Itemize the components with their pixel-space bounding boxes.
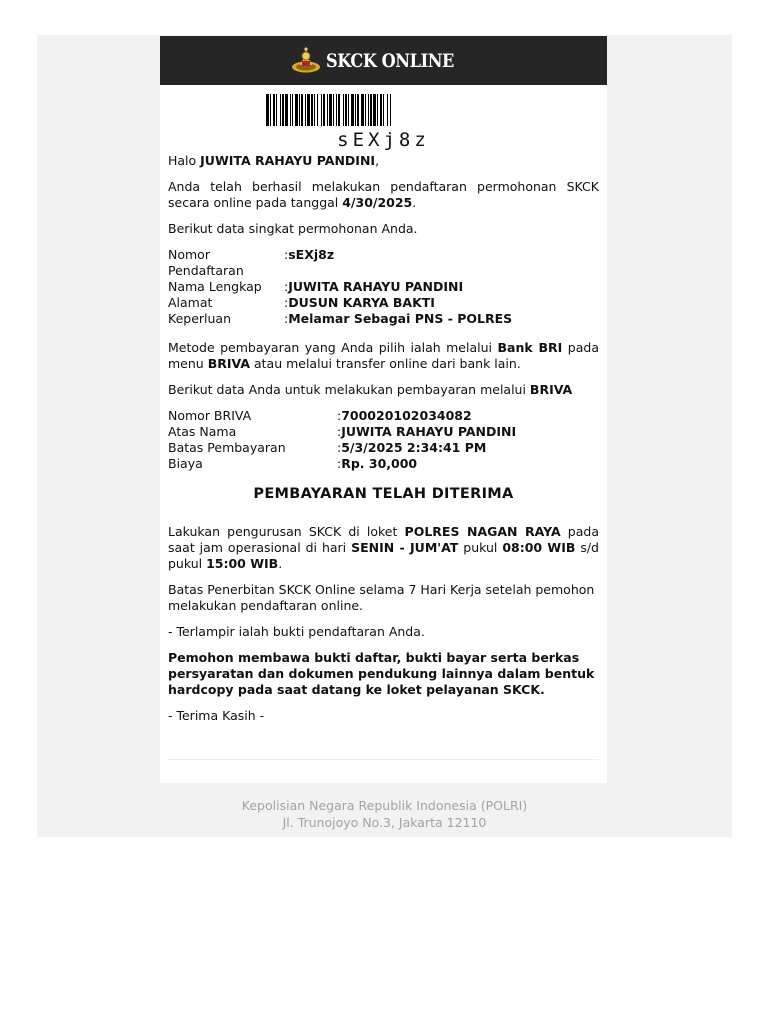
barcode-bar	[292, 94, 293, 126]
barcode-bar	[383, 94, 384, 126]
email-footer	[37, 797, 732, 831]
brand-title: SKCK ONLINE	[326, 49, 455, 72]
payment-row: Atas Nama : JUWITA RAHAYU PANDINI	[168, 424, 517, 439]
payment-details	[168, 408, 599, 472]
barcode-bar	[345, 94, 347, 126]
barcode-bar	[390, 94, 391, 126]
barcode-bar	[276, 94, 277, 126]
payment-method-paragraph: Metode pembayaran yang Anda pilih ialah melalui Bank BRI pada menu BRIVA atau melalui transfer online dari bank lain.	[168, 340, 599, 371]
detail-row: Alamat : DUSUN KARYA BAKTI	[168, 295, 435, 310]
greeting: Halo JUWITA RAHAYU PANDINI,	[168, 153, 380, 168]
barcode-bar	[355, 94, 356, 126]
footer-organization: Kepolisian Negara Republik Indonesia (POLRI)	[241, 798, 528, 813]
detail-row: Nomor Pendaftaran : sEXj8z	[168, 247, 335, 278]
barcode-bar	[314, 94, 315, 126]
barcode-bar	[338, 94, 340, 126]
barcode-bar	[336, 94, 337, 126]
barcode-bar	[317, 94, 318, 126]
barcode-bar	[348, 94, 349, 126]
barcode-bar	[368, 94, 369, 126]
payment-label: Batas Pembayaran	[168, 440, 286, 455]
barcode-bar	[333, 94, 334, 126]
barcode-bar	[280, 94, 281, 126]
barcode-bar	[377, 94, 378, 126]
payment-label: Biaya	[168, 456, 203, 471]
barcode-bar	[327, 94, 328, 126]
detail-label: Keperluan	[168, 311, 232, 326]
barcode-bar	[285, 94, 288, 126]
payment-holder: JUWITA RAHAYU PANDINI	[341, 424, 517, 439]
payment-status: PEMBAYARAN TELAH DITERIMA	[253, 486, 514, 502]
email-header	[160, 36, 607, 85]
detail-value: Melamar Sebagai PNS - POLRES	[288, 311, 513, 326]
payment-deadline: 5/3/2025 2:34:41 PM	[341, 440, 487, 455]
attachment-note: - Terlampir ialah bukti pendaftaran Anda.	[168, 624, 425, 639]
detail-label: Alamat	[168, 295, 213, 310]
barcode-bar	[370, 94, 372, 126]
detail-value: sEXj8z	[288, 247, 335, 262]
barcode-bar	[282, 94, 284, 126]
barcode-bar	[387, 94, 388, 126]
detail-row: Nama Lengkap : JUWITA RAHAYU PANDINI	[168, 279, 464, 294]
barcode-bar	[323, 94, 325, 126]
barcode-bar	[351, 94, 354, 126]
barcode-bar	[329, 94, 332, 126]
email-body	[168, 153, 599, 734]
payment-row: Batas Pembayaran : 5/3/2025 2:34:41 PM	[168, 440, 487, 455]
barcode-bar	[266, 94, 269, 126]
office-location: POLRES NAGAN RAYA	[404, 524, 561, 539]
barcode-bar	[307, 94, 310, 126]
divider	[168, 759, 599, 760]
barcode-bar	[311, 94, 313, 126]
barcode-code-text: sEXj8z	[337, 129, 430, 151]
office-end-time: 15:00 WIB	[206, 556, 279, 571]
barcode-bar	[299, 94, 300, 126]
detail-value: DUSUN KARYA BAKTI	[288, 295, 435, 310]
payment-label: Atas Nama	[168, 424, 237, 439]
registration-barcode	[266, 94, 502, 126]
applicant-name: JUWITA RAHAYU PANDINI	[200, 153, 376, 168]
detail-label: Nomor Pendaftaran	[168, 247, 244, 278]
intro-paragraph: Anda telah berhasil melakukan pendaftaran permohonan SKCK secara online pada tanggal 4/30/2025.	[168, 179, 599, 210]
barcode-bar	[373, 94, 376, 126]
footer-address: Jl. Trunojoyo No.3, Jakarta 12110	[282, 815, 487, 830]
payment-row: Nomor BRIVA : 700020102034082	[168, 408, 472, 423]
barcode-bar	[321, 94, 322, 126]
registration-details	[168, 247, 599, 327]
payment-intro: Berikut data Anda untuk melakukan pembayaran melalui BRIVA	[168, 382, 573, 397]
barcode-bar	[290, 94, 291, 126]
barcode-bar	[361, 94, 364, 126]
payment-label: Nomor BRIVA	[168, 408, 252, 423]
payment-bank: Bank BRI	[497, 340, 563, 355]
registration-date: 4/30/2025	[342, 195, 413, 210]
bring-documents-note: Pemohon membawa bukti daftar, bukti bayar serta berkas persyaratan dan dokumen pendukung lainnya dalam bentuk hardcopy pada saat datang ke loket pelayanan SKCK.	[168, 650, 595, 697]
summary-intro: Berikut data singkat permohonan Anda.	[168, 221, 418, 236]
barcode-bar	[305, 94, 306, 126]
barcode-bar	[273, 94, 275, 126]
payment-fee: Rp. 30,000	[341, 456, 418, 471]
police-emblem-icon	[290, 47, 322, 75]
brand-logo	[290, 47, 477, 75]
payment-menu: BRIVA	[207, 356, 250, 371]
barcode-bar	[301, 94, 303, 126]
detail-value: JUWITA RAHAYU PANDINI	[288, 279, 464, 294]
thanks-text: - Terima Kasih -	[168, 708, 265, 723]
barcode-bar	[365, 94, 366, 126]
detail-row: Keperluan : Melamar Sebagai PNS - POLRES	[168, 311, 513, 326]
office-start-time: 08:00 WIB	[502, 540, 576, 555]
briva-number: 700020102034082	[341, 408, 472, 423]
email-background	[37, 35, 732, 837]
payment-row: Biaya : Rp. 30,000	[168, 456, 418, 471]
barcode-bar	[270, 94, 271, 126]
barcode-bar	[343, 94, 344, 126]
barcode-bar	[295, 94, 298, 126]
email-card	[160, 36, 607, 783]
detail-label: Nama Lengkap	[168, 279, 262, 294]
office-days: SENIN - JUM'AT	[351, 540, 459, 555]
deadline-note: Batas Penerbitan SKCK Online selama 7 Hari Kerja setelah pemohon melakukan pendaftaran online.	[168, 582, 595, 613]
office-paragraph: Lakukan pengurusan SKCK di loket POLRES NAGAN RAYA pada saat jam operasional di hari SENIN - JUM'AT pukul 08:00 WIB s/d pukul 15:00 WIB.	[168, 524, 599, 571]
barcode-bar	[380, 94, 382, 126]
barcode-bar	[357, 94, 359, 126]
